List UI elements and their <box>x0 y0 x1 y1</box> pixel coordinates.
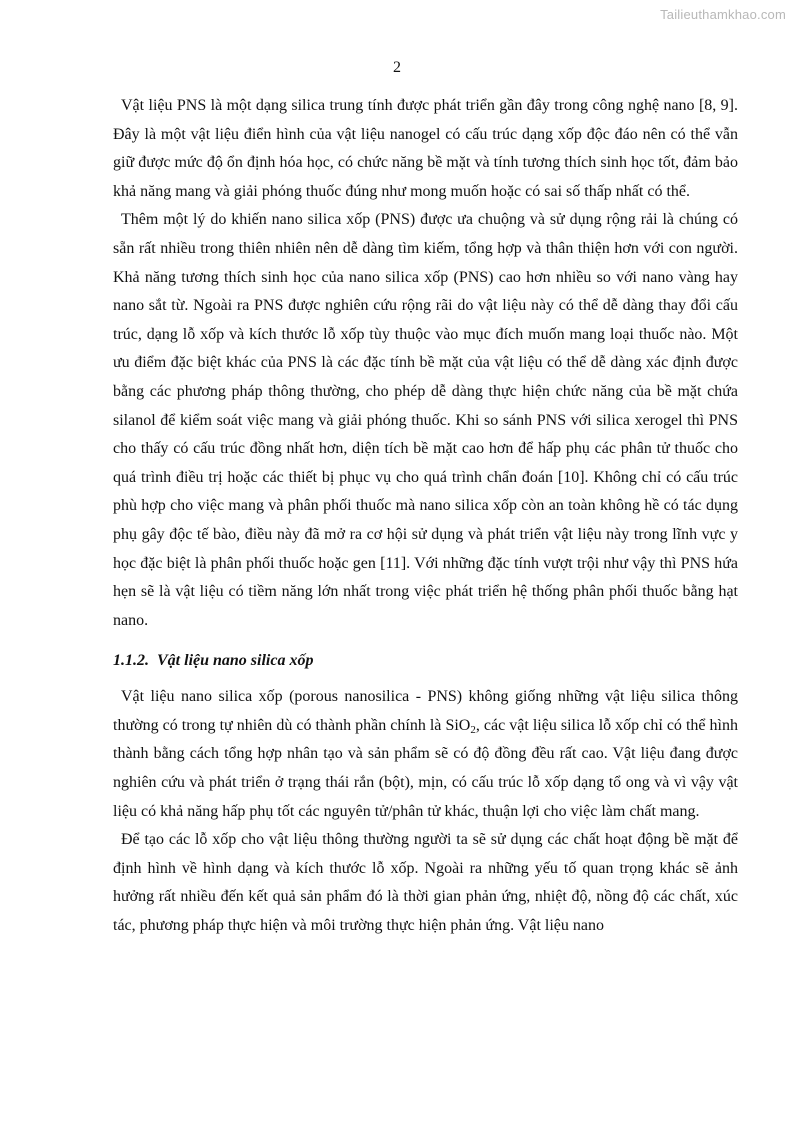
paragraph-text-after-subscript: , các vật liệu silica lỗ xốp chỉ có thể hình thành bằng cách tổng hợp nhân tạo và sản phẩm sẽ có độ đồng đều rất cao. Vật liệu đang được nghiên cứu và phát triển ở trạng thái rắn (bột), mịn, có cấu trúc lỗ xốp dạng tổ ong và vì vậy vật liệu có khả năng hấp phụ tốt các nguyên tử/phân tử khác, thuận lợi cho việc làm chất mang. <box>113 716 739 820</box>
paragraph-pns-intro: Vật liệu PNS là một dạng silica trung tính được phát triển gần đây trong công nghệ nano [8, 9]. Đây là một vật liệu điển hình của vật liệu nanogel có cấu trúc dạng xốp độc đáo nên có thể vẫn giữ được mức độ ổn định hóa học, có chức năng bề mặt và tính tương thích sinh học tốt, đảm bảo khả năng mang và giải phóng thuốc đúng như mong muốn hoặc có sai số thấp nhất có thể. <box>113 97 738 200</box>
watermark-text: Tailieuthamkhao.com <box>660 7 786 22</box>
paragraph-pore-formation: Để tạo các lỗ xốp cho vật liệu thông thường người ta sẽ sử dụng các chất hoạt động bề mặt để định hình về hình dạng và kích thước lỗ xốp. Ngoài ra những yếu tố quan trọng khác sẽ ảnh hưởng rất nhiều đến kết quả sản phẩm đó là thời gian phản ứng, nhiệt độ, nồng độ các chất, xúc tác, phương pháp thực hiện và môi trường thực hiện phản ứng. Vật liệu nano <box>113 831 738 935</box>
section-number: 1.1.2. <box>113 652 149 670</box>
paragraph-porous-nanosilica <box>113 683 738 826</box>
section-heading <box>113 649 738 673</box>
paragraph-text-before-subscript: Vật liệu nano silica xốp (porous nanosilica - PNS) không giống những vật liệu silica thông thường có trong tự nhiên dù có thành phần chính là SiO <box>113 688 738 734</box>
paragraph-pns-advantages: Thêm một lý do khiến nano silica xốp (PNS) được ưa chuộng và sử dụng rộng rải là chúng có sẵn rất nhiều trong thiên nhiên nên dễ dàng tìm kiếm, tổng hợp và thân thiện hơn với con người. Khả năng tương thích sinh học của nano silica xốp (PNS) cao hơn nhiều so với nano vàng hay nano sắt từ. Ngoài ra PNS được nghiên cứu rộng rãi do vật liệu này có thể dễ dàng thay đổi cấu trúc, dạng lỗ xốp và kích thước lỗ xốp tùy thuộc vào mục đích muốn mang loại thuốc nào. Một ưu điểm đặc biệt khác của PNS là các đặc tính bề mặt của vật liệu có thể dễ dàng xác định được bằng các phương pháp thông thường, cho phép dễ dàng thực hiện chức năng của bề mặt chứa silanol để kiểm soát việc mang và giải phóng thuốc. Khi so sánh PNS với silica xerogel thì PNS cho thấy có cấu trúc đồng nhất hơn, diện tích bề mặt cao hơn để hấp phụ các phân tử thuốc cho quá trình điều trị hoặc các thiết bị phục vụ cho quá trình chẩn đoán [10]. Không chỉ có cấu trúc phù hợp cho việc mang và phân phối thuốc mà nano silica xốp còn an toàn không hề có tác dụng phụ gây độc tế bào, điều này đã mở ra cơ hội sử dụng và phát triển vật liệu này trong lĩnh vực y học đặc biệt là phân phối thuốc hoặc gen [11]. Với những đặc tính vượt trội như vậy thì PNS hứa hẹn sẽ là vật liệu có tiềm năng lớn nhất trong việc phát triển hệ thống phân phối thuốc bằng hạt nano. <box>113 211 738 629</box>
section-title: Vật liệu nano silica xốp <box>157 652 314 670</box>
subscript-two: 2 <box>470 723 476 736</box>
document-body <box>113 92 738 941</box>
page-number: 2 <box>393 59 401 76</box>
